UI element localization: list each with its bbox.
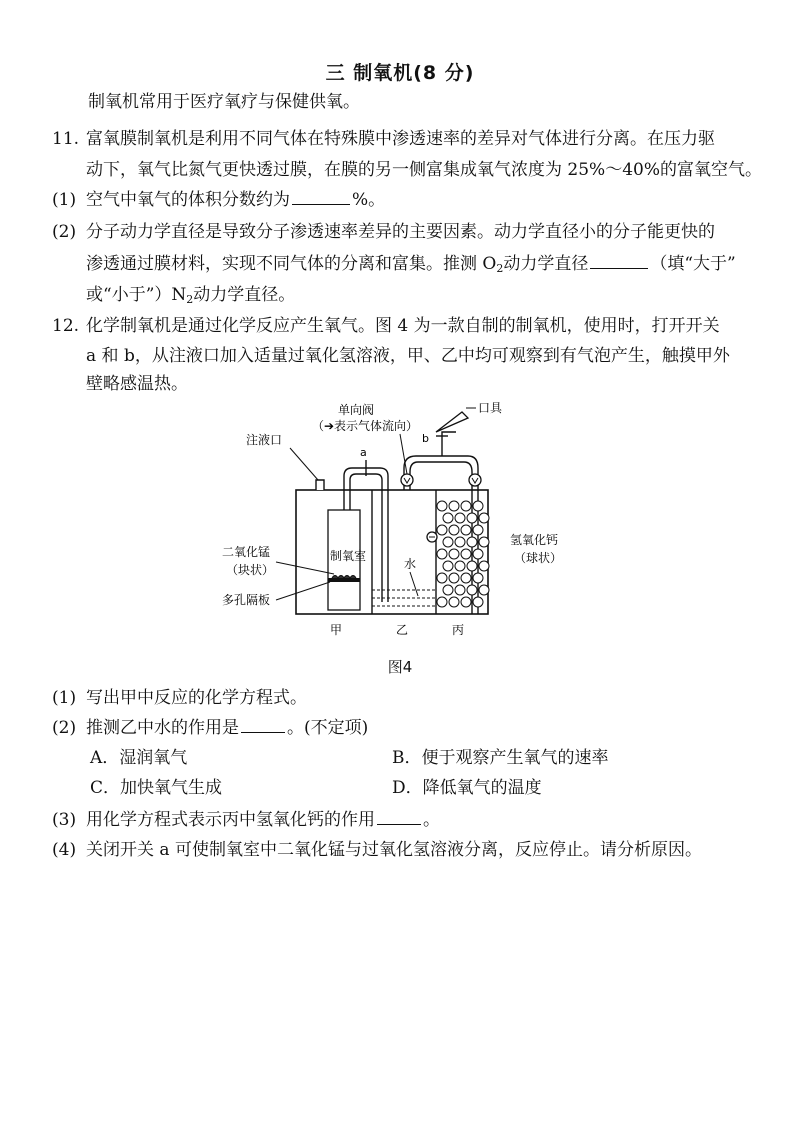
subscript: 2 bbox=[496, 262, 504, 275]
q11-part2-line3 bbox=[86, 283, 295, 312]
caoh2-sphere bbox=[449, 501, 459, 511]
caoh2-sphere bbox=[461, 525, 471, 535]
caoh2-sphere bbox=[437, 597, 447, 607]
caoh2-sphere bbox=[443, 513, 453, 523]
sub1-text: 写出甲中反应的化学方程式。 bbox=[86, 688, 307, 708]
q12-text-1: 化学制氧机是通过化学反应产生氧气。图 4 为一款自制的制氧机，使用时，打开开关 bbox=[86, 316, 720, 336]
caoh2-sphere bbox=[443, 537, 453, 547]
sub4-label: (4) bbox=[52, 840, 77, 860]
q11-text-1: 富氧膜制氧机是利用不同气体在特殊膜中渗透速率的差异对气体进行分离。在压力驱 bbox=[86, 129, 715, 149]
q12-sub4 bbox=[52, 838, 702, 862]
caoh2-sphere bbox=[449, 525, 459, 535]
q11-part2-line2 bbox=[86, 252, 736, 281]
q11-part1-unit: %。 bbox=[352, 190, 386, 210]
label-bing: 丙 bbox=[452, 623, 465, 637]
q11-line1 bbox=[52, 127, 715, 151]
caoh2-sphere bbox=[455, 585, 465, 595]
label-chamber: 制氧室 bbox=[330, 549, 367, 563]
caoh2-sphere bbox=[437, 549, 447, 559]
sub1-label: (1) bbox=[52, 688, 77, 708]
label-flow-note: （➔表示气体流向） bbox=[312, 419, 419, 433]
q12-number: 12. bbox=[52, 316, 80, 336]
q11-part1-text: 空气中氧气的体积分数约为 bbox=[86, 190, 290, 210]
caoh2-sphere bbox=[455, 537, 465, 547]
caoh2-sphere bbox=[437, 573, 447, 583]
option-c: C．加快氧气生成 bbox=[90, 778, 223, 798]
caoh2-sphere bbox=[455, 513, 465, 523]
label-check-valve: 单向阀 bbox=[338, 403, 375, 417]
q11-part2-text-3b: 动力学直径。 bbox=[193, 285, 296, 305]
caoh2-sphere bbox=[455, 561, 465, 571]
caoh2-sphere bbox=[437, 501, 447, 511]
q11-part2-text-1: 分子动力学直径是导致分子渗透速率差异的主要因素。动力学直径小的分子能更快的 bbox=[86, 222, 715, 242]
caoh2-sphere bbox=[467, 513, 477, 523]
caoh2-sphere bbox=[449, 573, 459, 583]
q12-line3: 壁略感温热。 bbox=[86, 374, 188, 394]
q11-part2-label: (2) bbox=[52, 222, 77, 242]
leader-line bbox=[410, 572, 418, 596]
switch-b-label: b bbox=[422, 432, 429, 445]
intro-text: 制氧机常用于医疗氧疗与保健供氧。 bbox=[88, 92, 360, 112]
caoh2-sphere bbox=[473, 573, 483, 583]
sub4-text: 关闭开关 a 可使制氧室中二氧化锰与过氧化氢溶液分离，反应停止。请分析原因。 bbox=[86, 840, 702, 860]
sub2-text-b: 。(不定项) bbox=[287, 718, 369, 738]
sub2-text-a: 推测乙中水的作用是 bbox=[86, 718, 239, 738]
q11-part2-text-3a: 或“小于”）N bbox=[86, 285, 187, 305]
sub2-label: (2) bbox=[52, 718, 77, 738]
caoh2-sphere bbox=[461, 501, 471, 511]
label-mouthpiece: 口具 bbox=[478, 401, 503, 415]
caoh2-sphere bbox=[461, 597, 471, 607]
q11-part2-text-2b: 动力学直径 bbox=[503, 254, 589, 274]
caoh2-sphere bbox=[443, 561, 453, 571]
sub3-text-a: 用化学方程式表示丙中氢氧化钙的作用 bbox=[86, 810, 375, 830]
mno2-lumps bbox=[332, 576, 356, 579]
caoh2-sphere bbox=[449, 597, 459, 607]
pipe-jia-to-yi-inner bbox=[350, 474, 382, 602]
q11-part2-line1 bbox=[52, 220, 715, 244]
q12-line1 bbox=[52, 314, 720, 338]
sub3-text-b: 。 bbox=[423, 810, 440, 830]
switch-a-label: a bbox=[360, 446, 367, 459]
label-mno2: 二氧化锰 bbox=[222, 545, 271, 559]
label-porous-plate: 多孔隔板 bbox=[222, 593, 271, 607]
caoh2-sphere bbox=[467, 585, 477, 595]
figure-caption: 图4 bbox=[387, 658, 413, 676]
caoh2-sphere bbox=[461, 549, 471, 559]
check-valve-1-icon bbox=[401, 474, 413, 486]
q12-sub2 bbox=[52, 716, 368, 740]
caoh2-sphere bbox=[437, 525, 447, 535]
subscript: 2 bbox=[186, 293, 194, 306]
q11-part2-text-2c: （填“大于” bbox=[650, 254, 736, 274]
caoh2-sphere bbox=[473, 597, 483, 607]
q11-part1-label: (1) bbox=[52, 190, 77, 210]
inlet-port bbox=[316, 480, 324, 490]
leader-line bbox=[276, 562, 334, 574]
q12-sub1 bbox=[52, 686, 307, 710]
caoh2-sphere bbox=[467, 561, 477, 571]
caoh2-sphere bbox=[461, 573, 471, 583]
check-valve-2-icon bbox=[469, 474, 481, 486]
caoh2-sphere bbox=[479, 585, 489, 595]
answer-blank[interactable] bbox=[377, 810, 421, 825]
caoh2-sphere bbox=[443, 585, 453, 595]
leader-line bbox=[290, 448, 318, 480]
q11-part2-text-2a: 渗透通过膜材料，实现不同气体的分离和富集。推测 O bbox=[86, 254, 497, 274]
label-mno2-form: （块状） bbox=[226, 563, 275, 577]
caoh2-sphere bbox=[473, 525, 483, 535]
oxygen-generator-diagram bbox=[200, 392, 600, 642]
caoh2-sphere bbox=[473, 549, 483, 559]
caoh2-sphere bbox=[479, 513, 489, 523]
sub3-label: (3) bbox=[52, 810, 77, 830]
mouthpiece-icon bbox=[436, 412, 468, 432]
caoh2-sphere bbox=[467, 537, 477, 547]
label-water: 水 bbox=[404, 557, 417, 571]
section-title: 三 制氧机(8 分) bbox=[325, 62, 475, 84]
answer-blank[interactable] bbox=[241, 718, 285, 733]
label-inlet: 注液口 bbox=[246, 433, 283, 447]
option-a: A．湿润氧气 bbox=[90, 748, 188, 768]
answer-blank[interactable] bbox=[590, 254, 648, 269]
q11-part1 bbox=[52, 188, 385, 212]
answer-blank[interactable] bbox=[292, 190, 350, 205]
q12-line2: a 和 b，从注液口加入适量过氧化氢溶液，甲、乙中均可观察到有气泡产生，触摸甲外 bbox=[86, 346, 730, 366]
caoh2-spheres bbox=[437, 501, 489, 607]
caoh2-sphere bbox=[473, 501, 483, 511]
label-caoh2-form: （球状） bbox=[514, 551, 563, 565]
label-yi: 乙 bbox=[396, 623, 409, 637]
label-jia: 甲 bbox=[330, 623, 343, 637]
leader-line bbox=[276, 582, 330, 600]
q11-line2: 动下，氧气比氮气更快透过膜，在膜的另一侧富集成氧气浓度为 25%～40%的富氧空气。 bbox=[86, 160, 762, 180]
q12-sub3 bbox=[52, 808, 440, 832]
caoh2-sphere bbox=[449, 549, 459, 559]
option-d: D．降低氧气的温度 bbox=[392, 778, 542, 798]
label-caoh2: 氢氧化钙 bbox=[510, 533, 559, 547]
caoh2-sphere bbox=[479, 561, 489, 571]
option-b: B．便于观察产生氧气的速率 bbox=[392, 748, 609, 768]
caoh2-sphere bbox=[479, 537, 489, 547]
q11-number: 11. bbox=[52, 129, 80, 149]
